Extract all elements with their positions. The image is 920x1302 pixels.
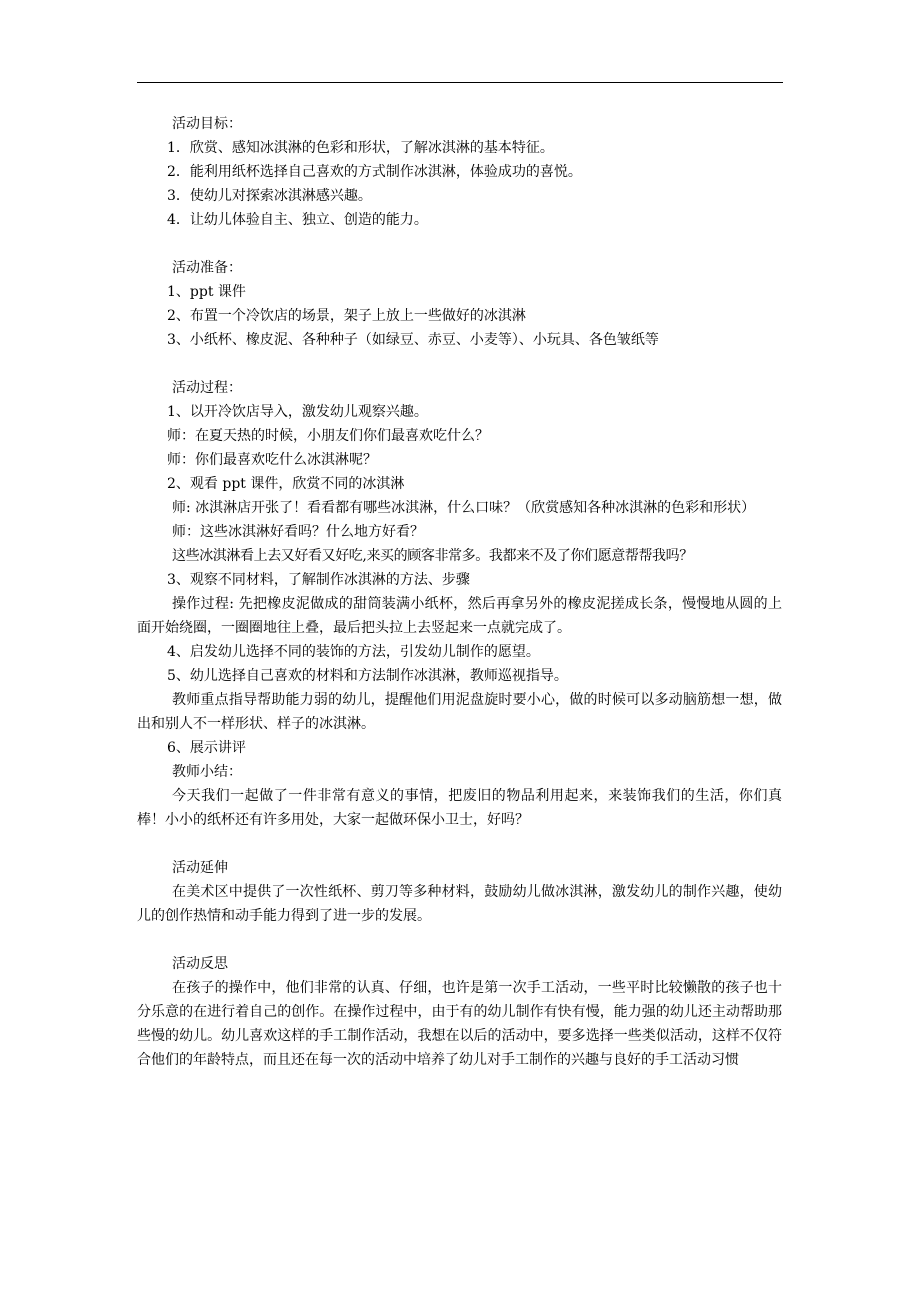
preparation-item: 3、小纸杯、橡皮泥、各种种子（如绿豆、赤豆、小麦等）、小玩具、各色皱纸等 (167, 332, 659, 348)
process-item: 教师重点指导帮助能力弱的幼儿，提醒他们用泥盘旋时要小心，做的时候可以多动脑筋想一想，做出和别人不一样形状、样子的冰淇淋。 (137, 692, 782, 732)
process-item: 3、观察不同材料，了解制作冰淇淋的方法、步骤 (167, 572, 470, 588)
process-item: 师：这些冰淇淋好看吗？什么地方好看？ (172, 524, 424, 540)
goals-heading: 活动目标： (172, 116, 242, 132)
extension-heading: 活动延伸 (172, 860, 228, 876)
process-item: 操作过程: 先把橡皮泥做成的甜筒装满小纸杯，然后再拿另外的橡皮泥搓成长条，慢慢地从圆的上面开始绕圈，一圈圈地往上叠，最后把头拉上去竖起来一点就完成了。 (137, 596, 782, 636)
process-item: 4、启发幼儿选择不同的装饰的方法，引发幼儿制作的愿望。 (167, 644, 540, 660)
process-item: 2、观看 ppt 课件，欣赏不同的冰淇淋 (167, 476, 405, 492)
process-heading: 活动过程： (172, 380, 242, 396)
extension-paragraph: 在美术区中提供了一次性纸杯、剪刀等多种材料，鼓励幼儿做冰淇淋，激发幼儿的制作兴趣，使幼儿的创作热情和动手能力得到了进一步的发展。 (137, 884, 782, 924)
preparation-item: 2、布置一个冷饮店的场景，架子上放上一些做好的冰淇淋 (167, 308, 526, 324)
process-item: 师：在夏天热的时候，小朋友们你们最喜欢吃什么？ (167, 428, 489, 444)
process-item: 师：你们最喜欢吃什么冰淇淋呢？ (167, 452, 377, 468)
goals-item: 4．让幼儿体验自主、独立、创造的能力。 (167, 212, 428, 228)
extension-section (137, 856, 782, 928)
goals-item: 3．使幼儿对探索冰淇淋感兴趣。 (167, 188, 372, 204)
process-section (137, 376, 782, 832)
preparation-heading: 活动准备： (172, 260, 242, 276)
reflection-heading: 活动反思 (172, 956, 228, 972)
process-item: 今天我们一起做了一件非常有意义的事情，把废旧的物品利用起来，来装饰我们的生活，你们真棒！小小的纸杯还有许多用处，大家一起做环保小卫士，好吗？ (137, 788, 782, 828)
header-rule (137, 82, 783, 83)
goals-section (167, 112, 782, 232)
preparation-section (167, 256, 782, 352)
goals-item: 2．能利用纸杯选择自己喜欢的方式制作冰淇淋，体验成功的喜悦。 (167, 164, 582, 180)
preparation-item: 1、ppt 课件 (167, 284, 246, 300)
process-item: 1、以开冷饮店导入，激发幼儿观察兴趣。 (167, 404, 428, 420)
process-item: 教师小结： (172, 764, 242, 780)
document-body (137, 112, 782, 1072)
reflection-paragraph: 在孩子的操作中，他们非常的认真、仔细，也许是第一次手工活动，一些平时比较懒散的孩子也十分乐意的在进行着自己的创作。在操作过程中，由于有的幼儿制作有快有慢，能力强的幼儿还主动帮助那些慢的幼儿。幼儿喜欢这样的手工制作活动，我想在以后的活动中，要多选择一些类似活动，这样不仅符合他们的年龄特点，而且还在每一次的活动中培养了幼儿对手工制作的兴趣与良好的手工活动习惯 (137, 980, 782, 1068)
process-item: 师: 冰淇淋店开张了！看看都有哪些冰淇淋，什么口味？（欣赏感知各种冰淇淋的色彩和形状） (172, 500, 756, 516)
goals-item: 1．欣赏、感知冰淇淋的色彩和形状，了解冰淇淋的基本特征。 (167, 140, 554, 156)
process-item: 5、幼儿选择自己喜欢的材料和方法制作冰淇淋，教师巡视指导。 (167, 668, 568, 684)
reflection-section (137, 952, 782, 1072)
process-item: 6、展示讲评 (167, 740, 246, 756)
process-item: 这些冰淇淋看上去又好看又好吃,来买的顾客非常多。我都来不及了你们愿意帮帮我吗？ (172, 548, 693, 564)
